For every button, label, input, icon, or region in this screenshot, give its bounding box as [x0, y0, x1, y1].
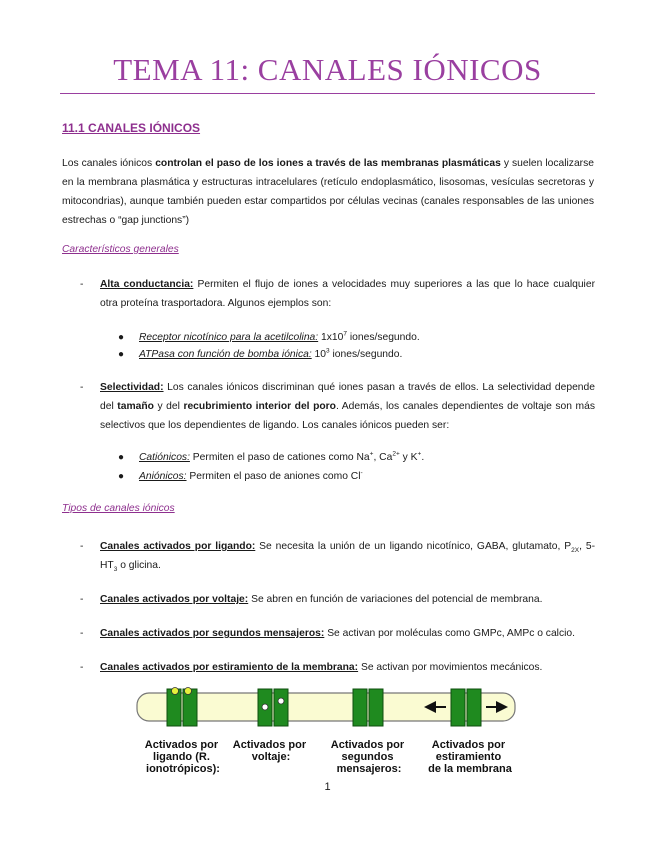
bullet-receptor-nicotinico: ● Receptor nicotínico para la acetilcolina: $1x10^7$ iones/segundo.	[118, 330, 420, 343]
title-underline	[60, 93, 595, 94]
dash-marker: -	[80, 628, 84, 639]
list-item-voltaje: - Canales activados por voltaje: Se abren en función de variaciones del potencial de membrana.	[80, 590, 595, 609]
charge-dot	[262, 704, 268, 710]
term-voltaje: Canales activados por voltaje:	[100, 594, 249, 605]
term-estiramiento: Canales activados por estiramiento de la membrana:	[100, 662, 359, 673]
term-mensajeros: Canales activados por segundos mensajeros:	[100, 628, 325, 639]
figure-label-voltaje: Activados por voltaje:	[232, 739, 307, 763]
bullet-anionicos: ● Aniónicos: Permiten el paso de aniones como Cl-	[118, 469, 363, 482]
dash-marker: -	[80, 594, 84, 605]
bullet-cationicos: ● Catiónicos: Permiten el paso de cationes como Na+, $Ca^{2+}$ y K+.	[118, 450, 425, 463]
dash-marker: -	[80, 541, 84, 552]
page-number: 1	[324, 781, 331, 793]
term-conductancia: Alta conductancia:	[100, 279, 194, 290]
ion-channel-figure	[0, 685, 655, 785]
ligand-dot	[185, 688, 192, 695]
term-selectividad: Selectividad:	[100, 382, 164, 393]
list-item-mensajeros: - Canales activados por segundos mensajeros: Se activan por moléculas como GMPc, AMPc o calcio.	[80, 624, 595, 643]
ligand-dot	[172, 688, 179, 695]
term-ligando: Canales activados por ligando:	[100, 541, 256, 552]
figure-label-mensajeros: Activados por segundos mensajeros:	[330, 739, 405, 775]
section-heading: 11.1 CANALES IÓNICOS	[62, 121, 201, 135]
list-item-selectividad: - Selectividad: Los canales iónicos discriminan qué iones pasan a través de ellos. La selectividad depende del tamaño y del recubrimiento interior del poro. Además, los canales dependientes de voltaje son más selectivos que los dependientes de ligando. Los canales iónicos pueden ser:	[80, 378, 595, 435]
dash-marker: -	[80, 662, 84, 673]
subheading-tipos: Tipos de canales iónicos	[62, 503, 175, 514]
subheading-caracteristicas: Característicos generales	[62, 244, 179, 255]
charge-dot	[278, 698, 284, 704]
page-title: TEMA 11: CANALES IÓNICOS	[113, 52, 542, 87]
dash-marker: -	[80, 382, 84, 393]
figure-label-estiramiento: Activados por estiramiento de la membrana	[428, 739, 512, 775]
dash-marker: -	[80, 279, 84, 290]
intro-paragraph: Los canales iónicos controlan el paso de los iones a través de las membranas plasmáticas y suelen localizarse en la membrana plasmática y estructuras intracelulares (retículo endoplasmático, lisosomas, vesículas secretoras y mitocondrias), aunque también pueden estar compartidos por células vecinas (canales responsables de las uniones estrechas o “gap junctions”)	[62, 158, 594, 226]
figure-label-ligando: Activados por ligando (R. ionotrópicos):	[144, 739, 220, 775]
bullet-atpasa: ● ATPasa con función de bomba iónica: $10^3$ iones/segundo.	[118, 347, 403, 360]
list-item-conductancia: - Alta conductancia: Permiten el flujo de iones a velocidades muy superiores a las que lo hace cualquier otra proteína trasportadora. Algunos ejemplos son:	[80, 275, 595, 313]
list-item-estiramiento: - Canales activados por estiramiento de la membrana: Se activan por movimientos mecánicos.	[80, 658, 595, 677]
list-item-ligando: - Canales activados por ligando: Se necesita la unión de un ligando nicotínico, GABA, glutamato, $P_{2X}$, $5-HT_3$ o glicina.	[80, 537, 595, 575]
